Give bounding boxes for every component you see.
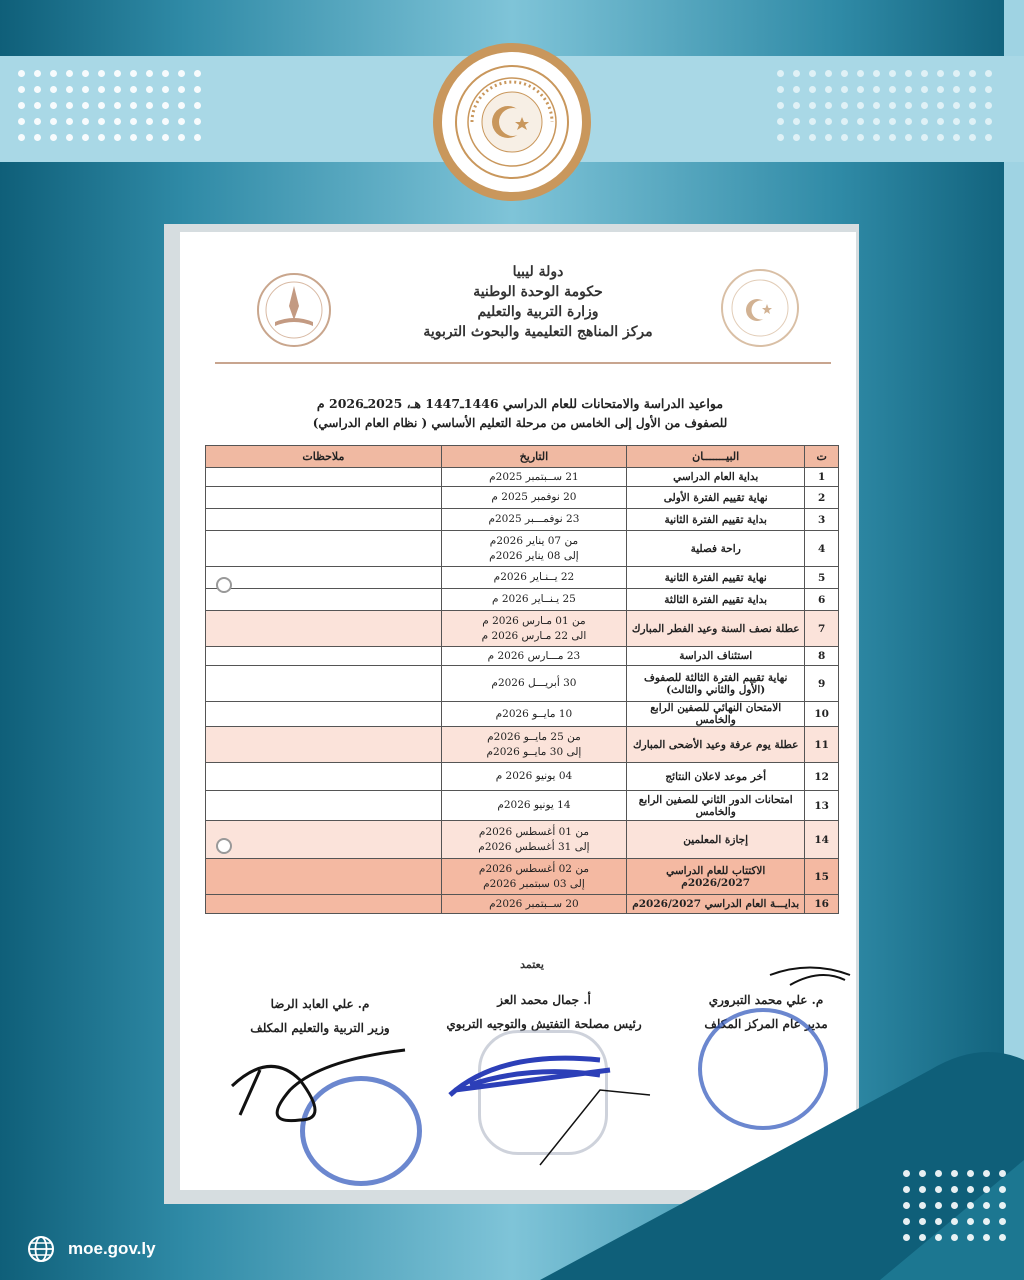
row-description: امتحانات الدور الثاني للصفين الرابع والخامس [627,791,805,821]
signer-name: م. علي محمد التبروري [708,993,824,1007]
date-line: 10 مايــو 2026م [495,707,573,720]
row-description: بداية تقييم الفترة الثالثة [627,589,805,611]
row-number: 14 [805,821,839,859]
row-number: 15 [805,859,839,895]
row-description: الامتحان النهائي للصفين الرابع والخامس [627,702,805,727]
row-description: نهاية تقييم الفترة الثانية [627,567,805,589]
col-description: البيـــــــان [627,446,805,468]
signer-title: رئيس مصلحة التفتيش والتوجيه التربوي [446,1017,642,1031]
date-line: 20 نوفمبر 2025 م [491,491,577,503]
signer-title: مدير عام المركز المكلف [704,1017,828,1031]
globe-icon [26,1234,56,1264]
row-description: أخر موعد لاعلان النتائج [627,763,805,791]
row-description: بدايـــة العام الدراسي 2026/2027م [627,895,805,914]
date-line: 22 يــنـاير 2026م [493,571,575,583]
date-line: إلى 03 سبتمبر 2026م [483,877,585,890]
row-number: 8 [805,647,839,666]
row-number: 4 [805,531,839,567]
date-line: 23 نوفمـــبر 2025م [488,513,580,525]
header-country: دولة ليبيا [512,264,564,280]
date-line: 14 يونيو 2026م [497,799,571,811]
row-number: 9 [805,666,839,702]
decor-dots-bottom [903,1170,1006,1241]
date-line: من 01 أغسطس 2026م [478,825,589,838]
date-line: الى 22 مـارس 2026 م [481,629,587,642]
row-number: 7 [805,611,839,647]
header-ministry: وزارة التربية والتعليم [477,304,599,320]
date-line: 04 يونيو 2026 م [495,770,573,782]
row-description: راحة فصلية [627,531,805,567]
approval-label: يعتمد [520,958,544,971]
row-description: عطلة يوم عرفة وعيد الأضحى المبارك [627,727,805,763]
row-number: 11 [805,727,839,763]
date-line: من 02 أغسطس 2026م [478,862,589,875]
date-line: 21 ســبتمبر 2025م [489,470,579,483]
row-description: عطلة نصف السنة وعيد الفطر المبارك [627,611,805,647]
footer [26,1234,156,1264]
date-line: إلى 31 أغسطس 2026م [478,840,590,853]
header-center: مركز المناهج التعليمية والبحوث التربوية [423,324,653,340]
row-description: استئناف الدراسة [627,647,805,666]
row-number: 12 [805,763,839,791]
date-line: من 01 مـارس 2026 م [482,614,586,627]
date-line: من 25 مايــو 2026م [487,730,581,743]
row-description: إجازة المعلمين [627,821,805,859]
date-line: من 07 يناير 2026م [489,534,579,547]
row-description: الاكتتاب للعام الدراسي 2026/2027م [627,859,805,895]
signer-name: م. علي العابد الرضا [270,997,370,1011]
row-number: 5 [805,567,839,589]
date-line: 25 يـنــاير 2026 م [492,593,576,605]
col-date: التاريخ [441,446,626,468]
row-description: بداية العام الدراسي [627,468,805,487]
website-link[interactable]: moe.gov.ly [68,1239,156,1258]
row-description: نهاية تقييم الفترة الأولى [627,487,805,509]
row-number: 10 [805,702,839,727]
row-number: 6 [805,589,839,611]
col-notes: ملاحظات [206,446,442,468]
col-number: ت [805,446,839,468]
row-description: نهاية تقييم الفترة الثالثة للصفوف (الأول والثاني والثالث) [627,666,805,702]
date-line: 23 مـــارس 2026 م [487,649,581,662]
row-number: 3 [805,509,839,531]
signer-name: أ. جمال محمد العز [497,993,591,1007]
date-line: إلى 08 يناير 2026م [489,549,579,562]
row-number: 13 [805,791,839,821]
document-title: مواعيد الدراسة والامتحانات للعام الدراسي 1446ـ1447 هـ، 2025ـ2026 م [316,396,724,411]
header-government: حكومة الوحدة الوطنية [473,284,603,300]
date-line: 30 أبريـــل 2026م [491,677,577,689]
date-line: 20 ســبتمبر 2026م [489,897,579,910]
row-number: 1 [805,468,839,487]
row-number: 16 [805,895,839,914]
date-line: إلى 30 مايــو 2026م [486,745,582,758]
row-number: 2 [805,487,839,509]
document-subtitle: للصفوف من الأول إلى الخامس من مرحلة التعليم الأساسي ( نظام العام الدراسي) [312,416,728,430]
row-description: بداية تقييم الفترة الثانية [627,509,805,531]
signer-title: وزير التربية والتعليم المكلف [250,1021,390,1035]
